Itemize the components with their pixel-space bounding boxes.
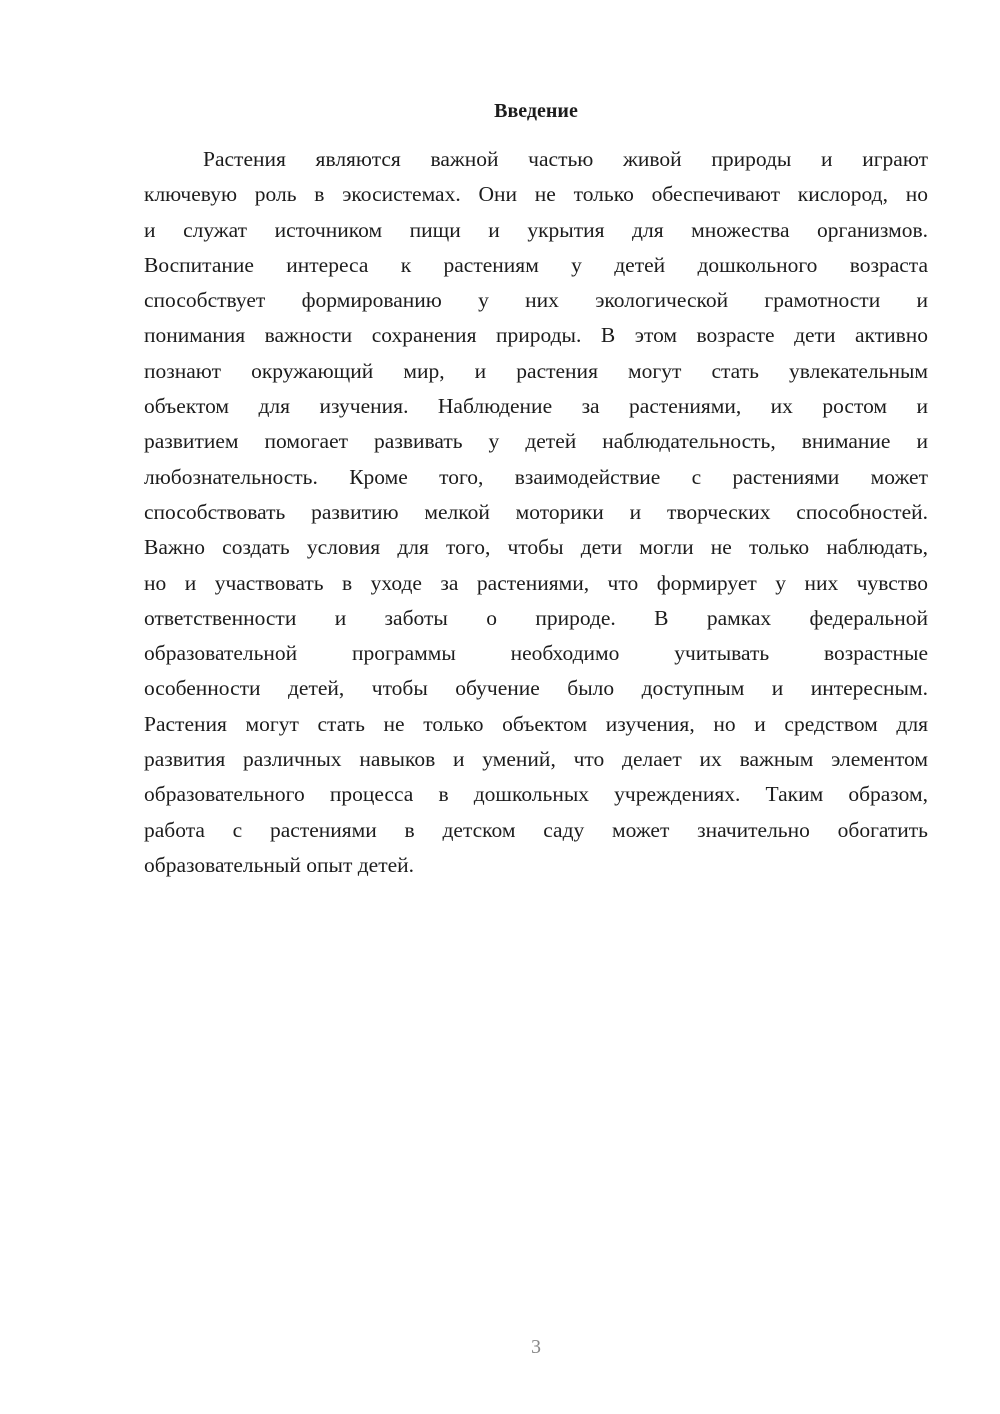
paragraph-line: работа с растениями в детском саду может значительно обогатить — [144, 817, 928, 842]
paragraph-line: развитием помогает развивать у детей наблюдательность, внимание и — [144, 429, 928, 454]
section-heading: Введение — [494, 100, 578, 122]
paragraph-line: развития различных навыков и умений, что делает их важным элементом — [144, 747, 928, 772]
paragraph-line: познают окружающий мир, и растения могут стать увлекательным — [144, 358, 928, 383]
paragraph-line: понимания важности сохранения природы. В этом возрасте дети активно — [144, 323, 928, 348]
paragraph-line: способствовать развитию мелкой моторики и творческих способностей. — [144, 499, 928, 524]
paragraph-line: Растения являются важной частью живой природы и играют — [203, 147, 928, 171]
paragraph-line: любознательность. Кроме того, взаимодействие с растениями может — [144, 464, 928, 489]
paragraph-line: Воспитание интереса к растениям у детей дошкольного возраста — [144, 252, 928, 277]
paragraph-line: особенности детей, чтобы обучение было доступным и интересным. — [144, 676, 928, 701]
paragraph-line: образовательный опыт детей. — [144, 852, 415, 877]
paragraph-line: способствует формированию у них экологической грамотности и — [144, 288, 928, 313]
paragraph-line: объектом для изучения. Наблюдение за растениями, их ростом и — [144, 394, 928, 419]
paragraph-line: и служат источником пищи и укрытия для множества организмов. — [144, 217, 928, 242]
paragraph-line: образовательной программы необходимо учитывать возрастные — [144, 641, 928, 666]
body-paragraph — [144, 142, 928, 883]
page-number: 3 — [531, 1336, 541, 1358]
paragraph-line: образовательного процесса в дошкольных учреждениях. Таким образом, — [144, 782, 928, 807]
paragraph-line: Растения могут стать не только объектом изучения, но и средством для — [144, 711, 928, 736]
paragraph-line: но и участвовать в уходе за растениями, что формирует у них чувство — [144, 570, 928, 595]
paragraph-line: ответственности и заботы о природе. В рамках федеральной — [144, 605, 928, 630]
paragraph-line: ключевую роль в экосистемах. Они не только обеспечивают кислород, но — [144, 182, 928, 207]
paragraph-line: Важно создать условия для того, чтобы дети могли не только наблюдать, — [144, 535, 928, 560]
